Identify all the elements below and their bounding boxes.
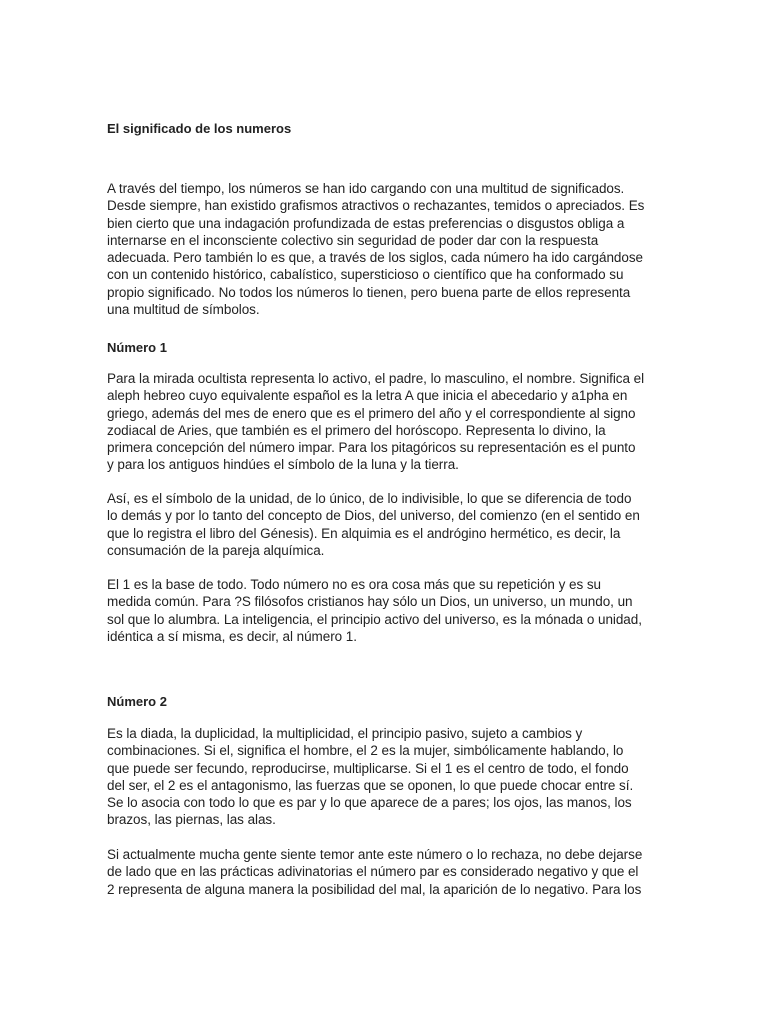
- section-heading-numero-1: Número 1: [107, 340, 167, 355]
- numero-2-paragraph-2: Si actualmente mucha gente siente temor ante este número o lo rechaza, no debe dejarse de lado que en las prácticas adivinatorias el número par es considerado negativo y que el 2 representa de alguna manera la posibilidad del mal, la aparición de lo negativo. Para los: [107, 847, 643, 897]
- numero-1-paragraph-2: Así, es el símbolo de la unidad, de lo único, de lo indivisible, lo que se diferencia de todo lo demás y por lo tanto del concepto de Dios, del universo, del comienzo (en el sentido en que lo registra el libro del Génesis). En alquimia es el andrógino hermético, es decir, la consumación de la pareja alquímica.: [107, 491, 640, 558]
- numero-1-paragraph-1: Para la mirada ocultista representa lo activo, el padre, lo masculino, el nombre. Significa el aleph hebreo cuyo equivalente español es la letra A que inicia el abecedario y a1pha en griego, además del mes de enero que es el primero del año y el correspondiente al signo zodiacal de Aries, que también es el primero del horóscopo. Representa lo divino, la primera concepción del número impar. Para los pitagóricos su representación es el punto y para los antiguos hindúes el símbolo de la luna y la tierra.: [107, 371, 645, 473]
- section-heading-numero-2: Número 2: [107, 694, 167, 709]
- intro-paragraph: A través del tiempo, los números se han ido cargando con una multitud de significados. Desde siempre, han existido grafismos atractivos o rechazantes, temidos o apreciados. Es bien cierto que una indagación profundizada de estas preferencias o disgustos obliga a internarse en el inconsciente colectivo sin seguridad de poder dar con la respuesta adecuada. Pero también lo es que, a través de los siglos, cada número ha ido cargándose con un contenido histórico, cabalístico, supersticioso o científico que ha conformado su propio significado. No todos los números lo tienen, pero buena parte de ellos representa una multitud de símbolos.: [107, 181, 645, 318]
- document-title: El significado de los numeros: [107, 121, 292, 136]
- numero-1-paragraph-3: El 1 es la base de todo. Todo número no es ora cosa más que su repetición y es su medida común. Para ?S filósofos cristianos hay sólo un Dios, un universo, un mundo, un sol que lo alumbra. La inteligencia, el principio activo del universo, es la mónada o unidad, idéntica a sí misma, es decir, al número 1.: [107, 577, 642, 644]
- numero-2-paragraph-1: Es la diada, la duplicidad, la multiplicidad, el principio pasivo, sujeto a cambios y combinaciones. Si el, significa el hombre, el 2 es la mujer, simbólicamente hablando, lo que puede ser fecundo, reproducirse, multiplicarse. Si el 1 es el centro de todo, el fondo del ser, el 2 es el antagonismo, las fuerzas que se oponen, lo que puede chocar entre sí. Se lo asocia con todo lo que es par y lo que aparece de a pares; los ojos, las manos, los brazos, las piernas, las alas.: [107, 726, 634, 828]
